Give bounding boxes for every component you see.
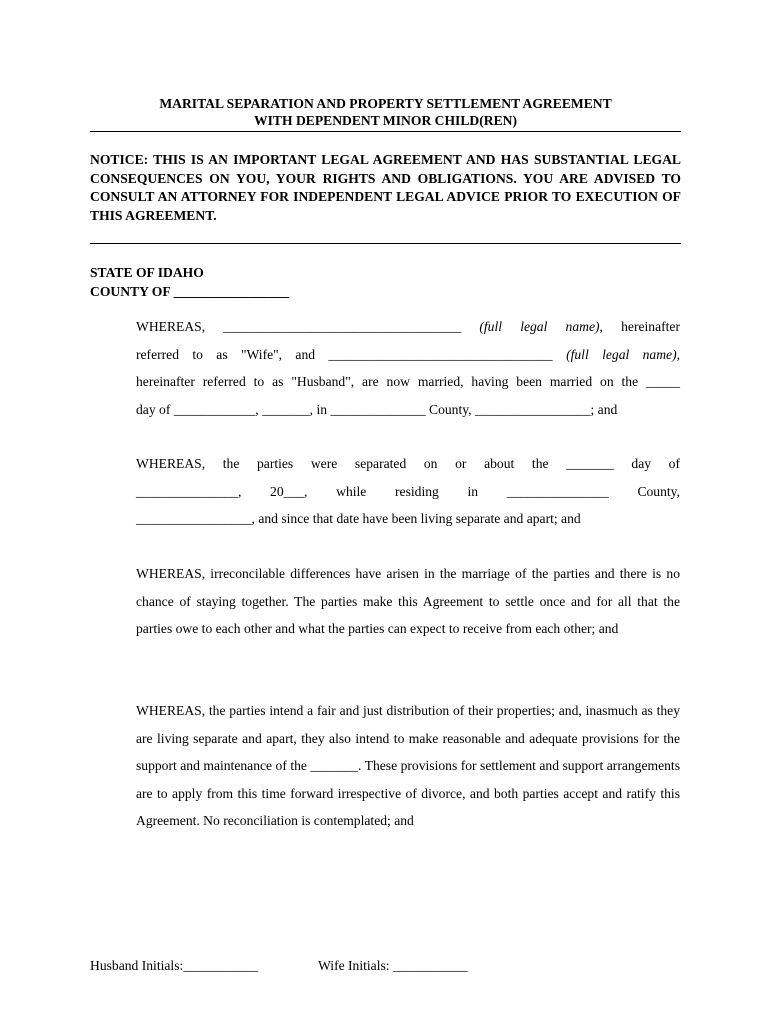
p2-line-2: _______________, 20___, while residing in _______________ County, <box>136 483 680 499</box>
p1-line-2: referred to as "Wife", and _________________________________ (full legal name), <box>136 346 680 362</box>
p1-line-4: day of ____________, _______, in ______________ County, _________________; and <box>136 401 618 417</box>
whereas-differences-paragraph: WHEREAS, irreconcilable differences have arisen in the marriage of the parties and there is no chance of staying together. The parties make this Agreement to settle once and for all that the parties owe to each other and what the parties can expect to receive from each other; and <box>136 566 680 636</box>
state-heading: STATE OF IDAHO <box>90 265 204 280</box>
whereas-parties-paragraph <box>136 313 680 423</box>
whereas-distribution-paragraph: WHEREAS, the parties intend a fair and just distribution of their properties; and, inasmuch as they are living separate and apart, they also intend to make reasonable and adequate provisions for the support and maintenance of the _______. These provisions for settlement and support arrangements are to apply from this time forward irrespective of divorce, and both parties accept and ratify this Agreement. No reconciliation is contemplated; and <box>136 703 680 828</box>
document-title <box>90 95 681 129</box>
notice-paragraph: NOTICE: THIS IS AN IMPORTANT LEGAL AGREEMENT AND HAS SUBSTANTIAL LEGAL CONSEQUENCES ON YOU, YOUR RIGHTS AND OBLIGATIONS. YOU ARE ADVISED TO CONSULT AN ATTORNEY FOR INDEPENDENT LEGAL ADVICE PRIOR TO EXECUTION OF THIS AGREEMENT. <box>90 152 681 223</box>
p2-line-1: WHEREAS, the parties were separated on or about the _______ day of <box>136 456 680 471</box>
county-heading: COUNTY OF _________________ <box>90 284 290 299</box>
title-line-1: MARITAL SEPARATION AND PROPERTY SETTLEMENT AGREEMENT <box>159 96 612 111</box>
whereas-separated-paragraph <box>136 450 680 533</box>
wife-initials: Wife Initials: ___________ <box>318 958 468 973</box>
p2-line-3: _________________, and since that date have been living separate and apart; and <box>136 511 581 526</box>
notice-divider <box>90 243 681 244</box>
p1-line-1: WHEREAS, ___________________________________ (full legal name), hereinafter <box>136 319 680 334</box>
husband-initials: Husband Initials:___________ <box>90 958 259 973</box>
title-underline <box>90 131 681 132</box>
title-line-2: WITH DEPENDENT MINOR CHILD(REN) <box>254 113 517 128</box>
p1-line-3: hereinafter referred to as "Husband", are now married, having been married on the _____ <box>136 374 680 389</box>
